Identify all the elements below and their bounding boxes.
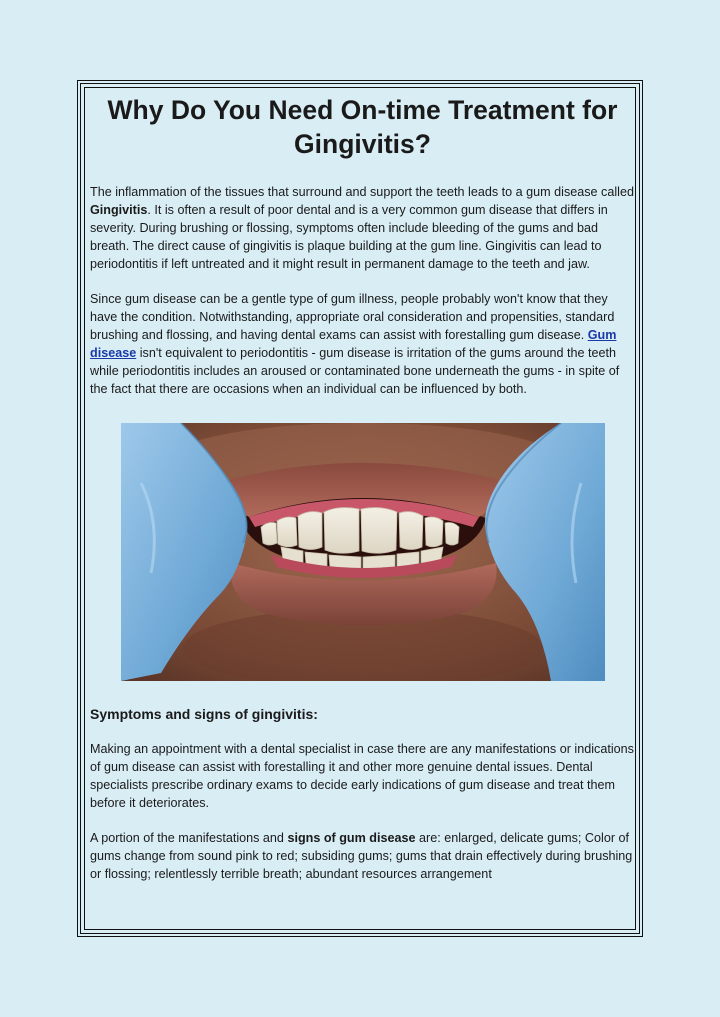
- gingivitis-bold: Gingivitis: [90, 203, 148, 217]
- intro-text-2: . It is often a result of poor dental and is a very common gum disease that differs in severity. During brushing or flossing, symptoms often include bleeding of the gums and bad breath. The direct cause of gingivitis is plaque building at the gum line. Gingivitis can lead to periodontitis if left untreated and it might result in permanent damage to the teeth and jaw.: [90, 203, 608, 271]
- gum-disease-text-2: isn't equivalent to periodontitis - gum disease is irritation of the gums around the teeth while periodontitis includes an aroused or contaminated bone underneath the gums - in spite of the fact that there are occasions when an individual can be influenced by both.: [90, 346, 620, 396]
- dental-exam-photo: [121, 423, 605, 681]
- document-content: [90, 92, 635, 883]
- intro-paragraph: [90, 183, 635, 273]
- intro-text-1: The inflammation of the tissues that surround and support the teeth leads to a gum disease called: [90, 185, 634, 199]
- signs-bold: signs of gum disease: [287, 831, 416, 845]
- gum-disease-link[interactable]: Gum disease: [90, 328, 617, 360]
- signs-text-1: A portion of the manifestations and: [90, 831, 288, 845]
- signs-paragraph: [90, 829, 635, 883]
- signs-text-2: are: enlarged, delicate gums; Color of gums change from sound pink to red; subsiding gums; gums that drain effectively during brushing or flossing; relentlessly terrible breath; abundant resources arrangement: [90, 831, 633, 881]
- symptoms-heading: Symptoms and signs of gingivitis:: [90, 706, 318, 722]
- appointment-paragraph: Making an appointment with a dental specialist in case there are any manifestations or indications of gum disease can assist with forestalling it and other more genuine dental issues. Dental specialists prescribe ordinary exams to decide early indications of gum disease and treat them before it deteriorates.: [90, 742, 634, 810]
- gum-disease-paragraph: [90, 290, 635, 398]
- document-page: [77, 80, 643, 937]
- page-title: Why Do You Need On-time Treatment for Gingivitis?: [107, 95, 618, 159]
- gum-disease-text-1: Since gum disease can be a gentle type of gum illness, people probably won't know that they have the condition. Notwithstanding, appropriate oral consideration and propensities, standard brushing and flossing, and having dental exams can assist with forestalling gum disease.: [90, 292, 615, 342]
